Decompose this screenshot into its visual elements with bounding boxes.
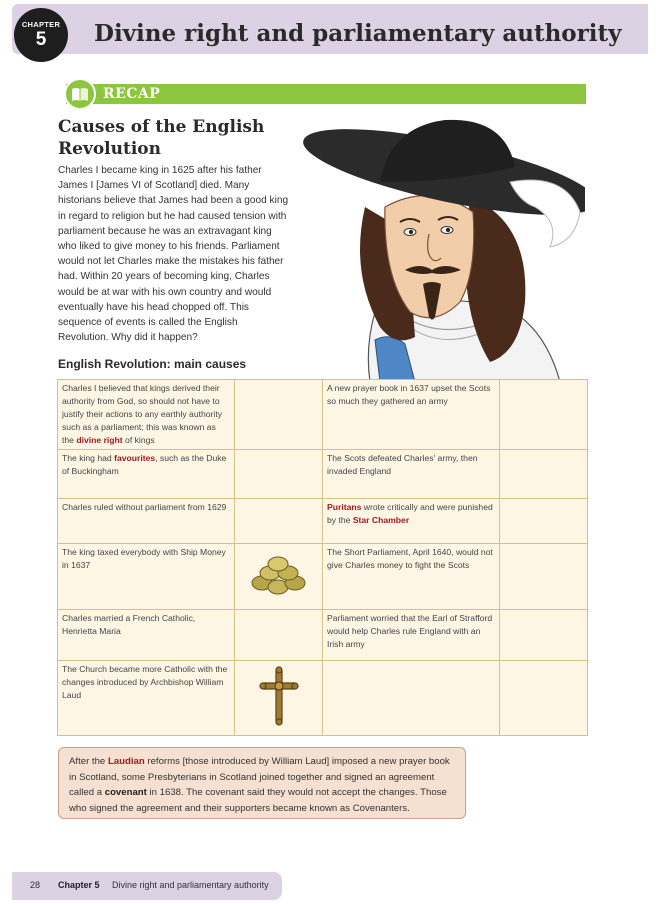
cause-left: Charles ruled without parliament from 1629	[58, 499, 235, 544]
covenant-info-box: After the Laudian reforms [those introduced by William Laud] imposed a new prayer book in Scotland, some Presbyterians in Scotland joined together and signed an agreement called a covenant in 1638. The covenant said they would not accept the changes. Those who signed the agreement and their supporters became known as Covenanters.	[58, 747, 466, 819]
open-book-icon	[64, 78, 96, 110]
causes-table	[57, 379, 588, 736]
charles-i-portrait	[295, 112, 585, 382]
blank-cell	[235, 380, 323, 450]
blank-cell	[235, 610, 323, 661]
blank-cell	[235, 450, 323, 499]
blank-cell	[235, 499, 323, 544]
chapter-number: 5	[35, 29, 47, 50]
cause-right: A new prayer book in 1637 upset the Scots so much they gathered an army	[323, 380, 500, 450]
cross-cell	[235, 661, 323, 736]
blank-cell	[500, 499, 588, 544]
table-row	[58, 661, 588, 736]
page-number: 28	[30, 880, 41, 890]
cause-right: Parliament worried that the Earl of Strafford would help Charles rule England with an Irish army	[323, 610, 500, 661]
cause-right	[323, 661, 500, 736]
table-heading: English Revolution: main causes	[58, 357, 247, 371]
chapter-label: CHAPTER	[21, 20, 61, 29]
table-row	[58, 499, 588, 544]
table-row	[58, 380, 588, 450]
coin-pile-icon	[248, 553, 310, 597]
cause-left: The king taxed everybody with Ship Money in 1637	[58, 544, 235, 610]
blank-cell	[500, 380, 588, 450]
footer-chapter: Chapter 5	[58, 880, 100, 890]
crucifix-icon	[257, 666, 301, 726]
blank-cell	[500, 661, 588, 736]
cause-left: Charles married a French Catholic, Henrietta Maria	[58, 610, 235, 661]
footer-title: Divine right and parliamentary authority	[112, 880, 269, 890]
coin-cell	[235, 544, 323, 610]
table-row	[58, 544, 588, 610]
cause-right: The Scots defeated Charles' army, then invaded England	[323, 450, 500, 499]
intro-paragraph: Charles I became king in 1625 after his father James I [James VI of Scotland] died. Many historians believe that James had been a good king in regard to religion but he had caused tension with parliament because he was an extravagant king who liked to give money to his friends. Parliament would not let Charles make the mistakes his father had. Within 20 years of becoming king, Charles would be at war with his own country and would eventually have his head chopped off. This sequence of events is called the English Revolution. Why did it happen?	[58, 165, 289, 344]
blank-cell	[500, 610, 588, 661]
cause-left: Charles I believed that kings derived their authority from God, so should not have to justify their actions to any earthly authority such as a parliament; this was known as the divine right of kings	[58, 380, 235, 450]
cause-left: The king had favourites, such as the Duke of Buckingham	[58, 450, 235, 499]
blank-cell	[500, 450, 588, 499]
blank-cell	[500, 544, 588, 610]
chapter-badge	[14, 8, 68, 62]
cause-left: The Church became more Catholic with the changes introduced by Archbishop William Laud	[58, 661, 235, 736]
recap-label: RECAP	[103, 86, 161, 102]
section-heading: Causes of the English Revolution	[58, 117, 265, 159]
cause-right: Puritans wrote critically and were punished by the Star Chamber	[323, 499, 500, 544]
table-row	[58, 450, 588, 499]
cause-right: The Short Parliament, April 1640, would not give Charles money to fight the Scots	[323, 544, 500, 610]
table-row	[58, 610, 588, 661]
page-title: Divine right and parliamentary authority	[94, 20, 622, 47]
